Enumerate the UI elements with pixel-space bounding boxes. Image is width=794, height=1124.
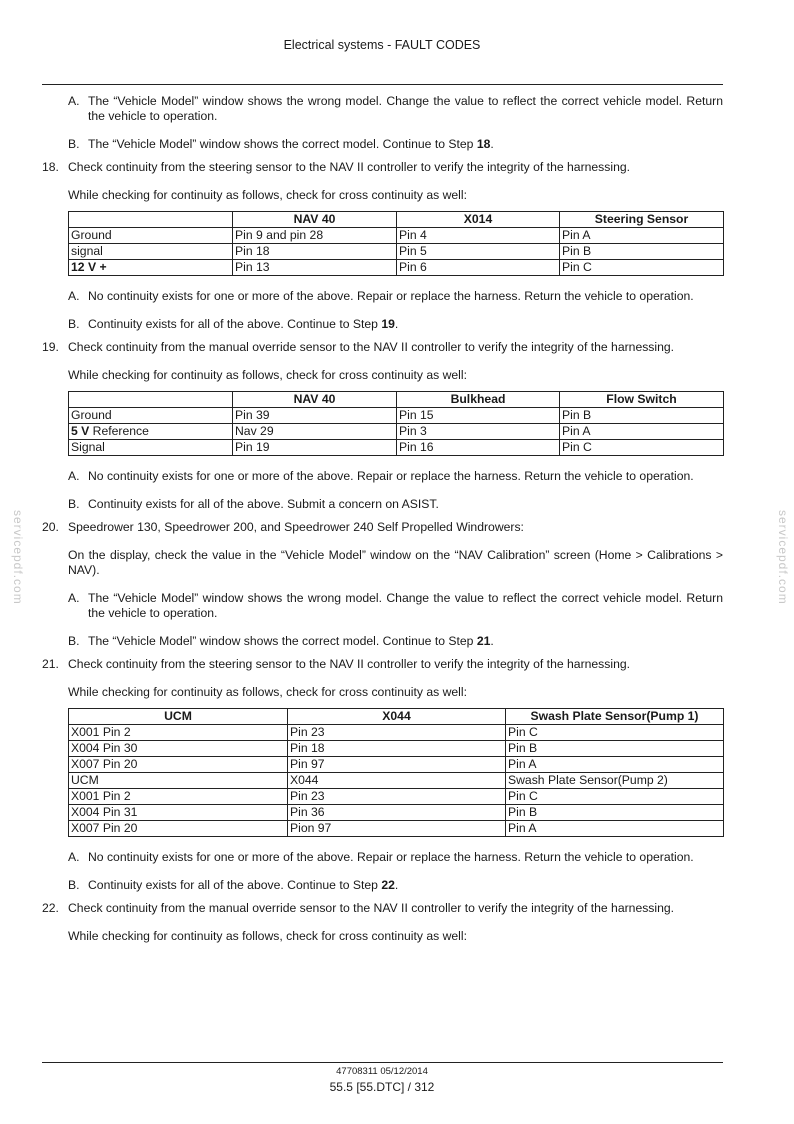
table-header-cell (69, 212, 233, 228)
continuity-table-swash-plate-sensor (68, 708, 724, 837)
page-number: 55.5 [55.DTC] / 312 (329, 1080, 435, 1094)
table-cell: Ground (69, 228, 233, 244)
step-18 (42, 160, 723, 175)
table-header-cell: X044 (288, 709, 506, 725)
step-17-option-b: B. The “Vehicle Model” window shows the correct model. Continue to Step 18. (68, 137, 494, 151)
list-marker: B. (68, 634, 80, 648)
table-row (69, 757, 724, 773)
step-21-option-a (42, 850, 723, 865)
option-text: Continuity exists for all of the above. Continue to Step (88, 878, 382, 892)
table-row (69, 805, 724, 821)
watermark-left: servicepdf.com (11, 510, 25, 605)
table-header-cell: X014 (397, 212, 560, 228)
table-cell: signal (69, 244, 233, 260)
table-cell: Pin 4 (397, 228, 560, 244)
table-cell: Pin 23 (288, 725, 506, 741)
table-cell: 12 V + (69, 260, 233, 276)
table-cell: Pin C (560, 260, 724, 276)
step-19 (42, 340, 723, 355)
table-cell: Pin A (506, 757, 724, 773)
step-text: Check continuity from the manual override sensor to the NAV II controller to verify the integrity of the harnessing. (68, 901, 675, 915)
step-22 (42, 901, 723, 916)
display-instruction: On the display, check the value in the “Vehicle Model” window on the “NAV Calibration” screen (Home > Calibrations > NAV). (68, 548, 723, 577)
table-cell: Pin 5 (397, 244, 560, 260)
table-cell: Pin C (506, 789, 724, 805)
document-code: 47708311 05/12/2014 (336, 1066, 428, 1077)
table-cell: Pin 9 and pin 28 (233, 228, 397, 244)
table-cell: Pin 19 (233, 440, 397, 456)
table-cell: Pin A (560, 424, 724, 440)
step-reference: 18 (476, 137, 491, 151)
table-header-cell (69, 392, 233, 408)
table-row (69, 228, 724, 244)
table-header-cell: NAV 40 (233, 212, 397, 228)
table-cell: Pin A (506, 821, 724, 837)
table-cell: Pin 3 (397, 424, 560, 440)
step-text: Speedrower 130, Speedrower 200, and Speedrower 240 Self Propelled Windrowers: (68, 520, 524, 534)
continuity-note: While checking for continuity as follows, check for cross continuity as well: (68, 685, 467, 699)
step-number: 20. (42, 520, 59, 534)
option-text: The “Vehicle Model” window shows the correct model. Continue to Step (88, 634, 477, 648)
table-cell: Pin 15 (397, 408, 560, 424)
continuity-note: While checking for continuity as follows, check for cross continuity as well: (68, 368, 467, 382)
table-cell: Signal (69, 440, 233, 456)
step-18-option-b: B. Continuity exists for all of the above. Continue to Step 19. (68, 317, 399, 331)
list-marker: B. (68, 497, 80, 511)
option-text: No continuity exists for one or more of the above. Repair or replace the harness. Return the vehicle to operation. (88, 289, 694, 303)
list-marker: A. (68, 94, 80, 108)
option-text: Continuity exists for all of the above. Continue to Step (88, 317, 382, 331)
table-cell: Pin B (560, 408, 724, 424)
step-text: Check continuity from the manual override sensor to the NAV II controller to verify the integrity of the harnessing. (68, 340, 675, 354)
table-cell: 5 V Reference (69, 424, 233, 440)
table-cell: Pin 36 (288, 805, 506, 821)
table-cell: X007 Pin 20 (69, 821, 288, 837)
continuity-note: While checking for continuity as follows, check for cross continuity as well: (68, 929, 467, 943)
step-21-option-b: B. Continuity exists for all of the above. Continue to Step 22. (68, 878, 399, 892)
step-20 (42, 520, 723, 535)
step-number: 21. (42, 657, 59, 671)
header-rule (42, 84, 723, 85)
list-marker: B. (68, 137, 80, 151)
table-cell: X044 (288, 773, 506, 789)
table-cell: Ground (69, 408, 233, 424)
table-cell: Pin 6 (397, 260, 560, 276)
option-text: Continuity exists for all of the above. Submit a concern on ASIST. (88, 497, 439, 511)
step-20-option-a (42, 591, 723, 621)
table-header-cell: Swash Plate Sensor(Pump 1) (506, 709, 724, 725)
continuity-note: While checking for continuity as follows, check for cross continuity as well: (68, 188, 467, 202)
table-cell: X001 Pin 2 (69, 725, 288, 741)
watermark-right: servicepdf.com (776, 510, 790, 605)
table-row (69, 789, 724, 805)
list-marker: A. (68, 289, 80, 303)
option-text: No continuity exists for one or more of the above. Repair or replace the harness. Return the vehicle to operation. (88, 850, 694, 864)
table-row (69, 408, 724, 424)
table-cell: Pin 23 (288, 789, 506, 805)
table-row (69, 424, 724, 440)
option-text: The “Vehicle Model” window shows the wrong model. Change the value to reflect the correct vehicle model. Return the vehicle to operation. (88, 591, 723, 620)
table-cell: Swash Plate Sensor(Pump 2) (506, 773, 724, 789)
list-marker: B. (68, 878, 80, 892)
table-cell: Pin 39 (233, 408, 397, 424)
table-cell: Pin 97 (288, 757, 506, 773)
step-18-option-a (42, 289, 723, 304)
step-21 (42, 657, 723, 672)
table-cell: X001 Pin 2 (69, 789, 288, 805)
table-cell: Pin B (506, 741, 724, 757)
list-marker: B. (68, 317, 80, 331)
page-header-title: Electrical systems - FAULT CODES (283, 38, 481, 52)
list-marker: A. (68, 469, 80, 483)
table-header-row (69, 392, 724, 408)
continuity-table-flow-switch (68, 391, 724, 456)
step-reference: 22 (381, 878, 395, 892)
table-cell: Pin 18 (233, 244, 397, 260)
step-20-option-b: B. The “Vehicle Model” window shows the correct model. Continue to Step 21. (68, 634, 494, 648)
table-row (69, 260, 724, 276)
table-cell: Pin A (560, 228, 724, 244)
step-17-option-a (42, 94, 723, 124)
step-text: Check continuity from the steering sensor to the NAV II controller to verify the integrity of the harnessing. (68, 657, 631, 671)
list-marker: A. (68, 591, 80, 605)
table-header-cell: Bulkhead (397, 392, 560, 408)
table-cell: Pion 97 (288, 821, 506, 837)
table-cell: X004 Pin 30 (69, 741, 288, 757)
step-19-option-a (42, 469, 723, 484)
table-cell: X007 Pin 20 (69, 757, 288, 773)
table-cell: Pin 16 (397, 440, 560, 456)
table-row (69, 440, 724, 456)
table-row (69, 244, 724, 260)
table-cell: X004 Pin 31 (69, 805, 288, 821)
table-cell: Pin C (560, 440, 724, 456)
table-header-cell: UCM (69, 709, 288, 725)
table-cell: Pin B (506, 805, 724, 821)
table-row (69, 773, 724, 789)
table-cell: Nav 29 (233, 424, 397, 440)
table-cell: UCM (69, 773, 288, 789)
step-reference: 21 (476, 634, 491, 648)
continuity-table-steering-sensor (68, 211, 724, 276)
table-cell: Pin C (506, 725, 724, 741)
list-marker: A. (68, 850, 80, 864)
table-cell: Pin 18 (288, 741, 506, 757)
table-row (69, 741, 724, 757)
step-text: Check continuity from the steering sensor to the NAV II controller to verify the integrity of the harnessing. (68, 160, 631, 174)
table-header-row (69, 709, 724, 725)
step-number: 18. (42, 160, 59, 174)
table-header-cell: Flow Switch (560, 392, 724, 408)
table-row (69, 725, 724, 741)
step-19-option-b (42, 497, 723, 512)
table-row (69, 821, 724, 837)
table-header-cell: NAV 40 (233, 392, 397, 408)
step-number: 19. (42, 340, 59, 354)
option-text: No continuity exists for one or more of the above. Repair or replace the harness. Return the vehicle to operation. (88, 469, 694, 483)
page-content (42, 94, 723, 944)
table-cell: Pin 13 (233, 260, 397, 276)
step-number: 22. (42, 901, 59, 915)
footer-rule (42, 1062, 723, 1063)
table-header-cell: Steering Sensor (560, 212, 724, 228)
table-cell: Pin B (560, 244, 724, 260)
option-text: The “Vehicle Model” window shows the wrong model. Change the value to reflect the correct vehicle model. Return the vehicle to operation. (88, 94, 723, 123)
option-text: The “Vehicle Model” window shows the correct model. Continue to Step (88, 137, 477, 151)
table-header-row (69, 212, 724, 228)
step-reference: 19 (381, 317, 395, 331)
